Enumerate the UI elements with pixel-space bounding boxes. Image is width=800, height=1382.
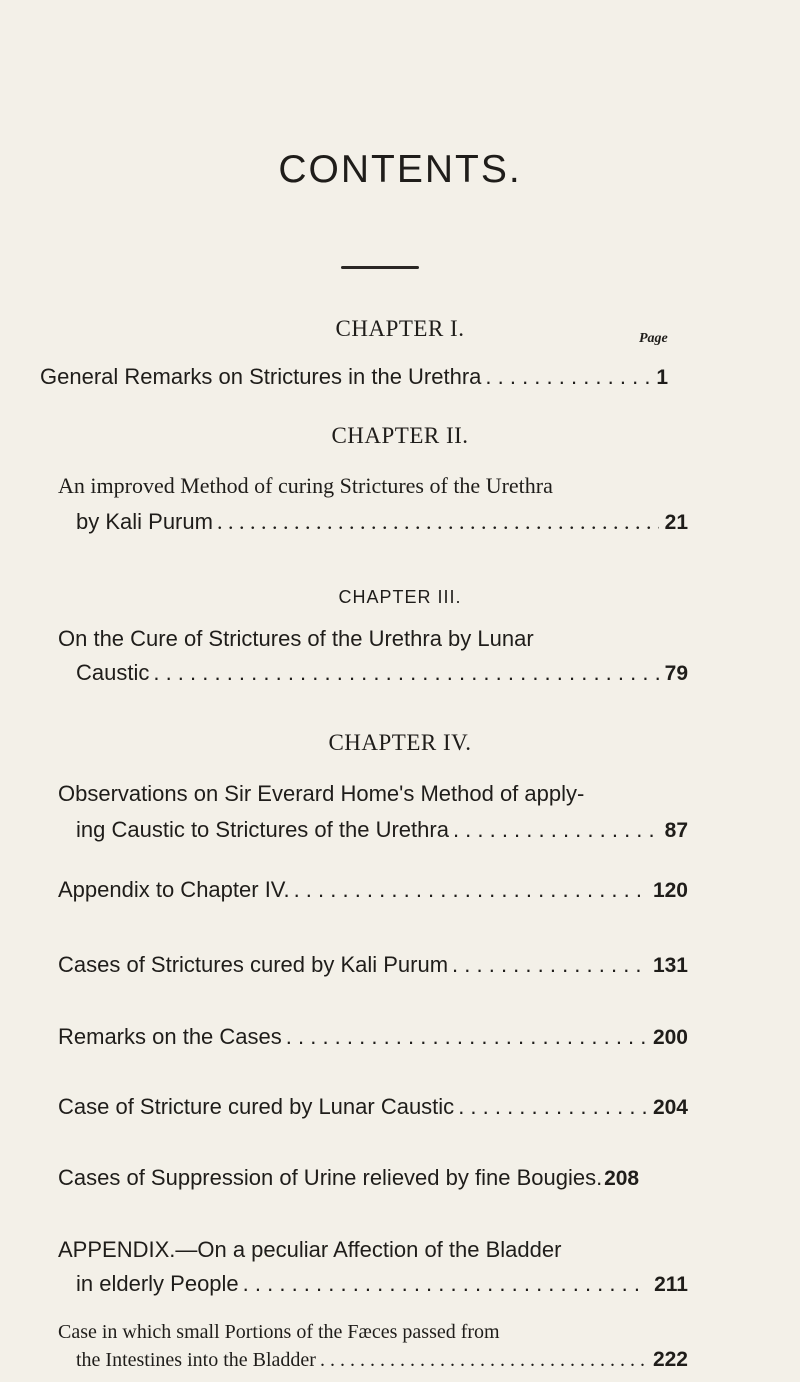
entry-text: ing Caustic to Strictures of the Urethra bbox=[76, 817, 449, 842]
entry-text: General Remarks on Strictures in the Urethra bbox=[40, 364, 482, 389]
page-column-label: Page bbox=[639, 331, 668, 346]
entry-line: An improved Method of curing Strictures of the Urethra bbox=[58, 473, 553, 498]
leader-dots bbox=[452, 951, 647, 979]
page-number: 208 bbox=[604, 1167, 640, 1190]
entry-line: Observations on Sir Everard Home's Method of apply- bbox=[58, 781, 585, 806]
toc-entry-10 bbox=[58, 1236, 688, 1299]
leader-dots bbox=[320, 1346, 647, 1374]
page-number: 21 bbox=[664, 511, 688, 534]
chapter-heading-4: CHAPTER IV. bbox=[328, 730, 472, 755]
ornamental-rule bbox=[341, 266, 419, 269]
page-number: 79 bbox=[664, 662, 688, 685]
leader-dots bbox=[153, 659, 658, 687]
leader-dots bbox=[596, 1164, 604, 1192]
toc-entry-4 bbox=[58, 780, 688, 845]
toc-entry-6 bbox=[58, 951, 688, 980]
toc-entry-2 bbox=[58, 472, 688, 537]
page-number: 222 bbox=[652, 1348, 688, 1371]
entry-line: On the Cure of Strictures of the Urethra by Lunar bbox=[58, 626, 534, 651]
entry-text: the Intestines into the Bladder bbox=[76, 1349, 316, 1371]
entry-text: Case of Stricture cured by Lunar Caustic bbox=[58, 1094, 455, 1119]
entry-line: APPENDIX.—On a peculiar Affection of the Bladder bbox=[58, 1237, 562, 1262]
toc-entry-1 bbox=[40, 363, 668, 392]
toc-entry-9 bbox=[58, 1164, 688, 1193]
page-number: 1 bbox=[656, 366, 668, 389]
entry-text: Cases of Strictures cured by Kali Purum bbox=[58, 952, 449, 977]
toc-entry-5 bbox=[58, 876, 688, 905]
chapter-heading-3: CHAPTER III. bbox=[338, 587, 462, 607]
entry-text: in elderly People bbox=[76, 1271, 239, 1296]
page-number: 120 bbox=[652, 879, 688, 902]
chapter-heading-1: CHAPTER I. bbox=[335, 316, 465, 341]
leader-dots bbox=[485, 363, 650, 391]
entry-line: Case in which small Portions of the Fæces passed from bbox=[58, 1321, 500, 1343]
leader-dots bbox=[453, 816, 659, 844]
page-number: 211 bbox=[654, 1273, 688, 1296]
toc-entry-7 bbox=[58, 1023, 688, 1052]
toc-entry-3 bbox=[58, 625, 688, 688]
leader-dots bbox=[458, 1093, 647, 1121]
entry-text: Appendix to Chapter IV. bbox=[58, 877, 290, 902]
entry-text: by Kali Purum bbox=[76, 509, 213, 534]
toc-entry-11 bbox=[58, 1318, 688, 1374]
leader-dots bbox=[294, 876, 647, 904]
page-number: 131 bbox=[652, 954, 688, 977]
page-number: 87 bbox=[664, 819, 688, 842]
entry-text: Remarks on the Cases bbox=[58, 1024, 282, 1049]
page-number: 204 bbox=[652, 1096, 688, 1119]
entry-text: Caustic bbox=[76, 660, 150, 685]
leader-dots bbox=[243, 1270, 648, 1298]
entry-text: Cases of Suppression of Urine relieved by fine Bougies bbox=[58, 1165, 597, 1190]
leader-dots bbox=[286, 1023, 647, 1051]
page-title: CONTENTS. bbox=[278, 148, 522, 191]
leader-dots bbox=[217, 508, 659, 536]
page-number: 200 bbox=[652, 1026, 688, 1049]
toc-entry-8 bbox=[58, 1093, 688, 1122]
chapter-heading-2: CHAPTER II. bbox=[331, 423, 469, 448]
